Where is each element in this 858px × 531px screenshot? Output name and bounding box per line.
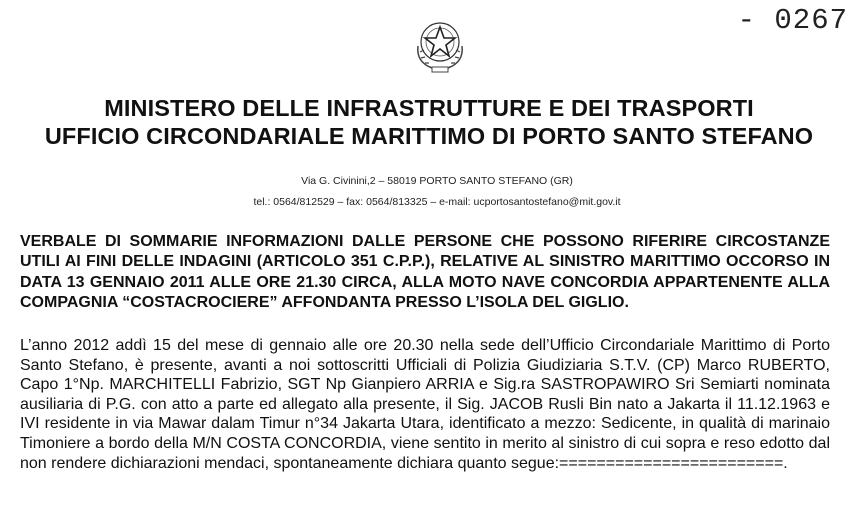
office-address: Via G. Civinini,2 – 58019 PORTO SANTO STEFANO (GR) [301, 175, 573, 187]
document-body: L’anno 2012 addì 15 del mese di gennaio alle ore 20.30 nella sede dell’Ufficio Circondariale Marittimo di Porto Santo Stefano, è presente, avanti a noi sottoscritti Ufficiali di Polizia Giudiziaria S.T.V. (CP) Marco RUBERTO, Capo 1°Np. MARCHITELLI Fabrizio, SGT Np Gianpiero ARRIA e Sig.ra SASTROPAWIRO Sri Semiarti nominata ausiliaria di P.G. con atto a parte ed allegato alla presente, il Sig. JACOB Rusli Bin nato a Jakarta il 11.12.1963 e IVI residente in via Mawar dalam Timur n°34 Jakarta Utara, identificato a mezzo: Sedicente, in qualità di marinaio Timoniere a bordo della M/N COSTA CONCORDIA, viene sentito in merito al sinistro di cui sopra e reso edotto dal non rendere dichiarazioni mendaci, spontaneamente dichiara quanto segue:========================. [20, 337, 830, 472]
page-number: - 0267 [737, 4, 848, 37]
document-subject: VERBALE DI SOMMARIE INFORMAZIONI DALLE PERSONE CHE POSSONO RIFERIRE CIRCOSTANZE UTILI AI FINI DELLE INDAGINI (ARTICOLO 351 C.P.P.), RELATIVE AL SINISTRO MARITTIMO OCCORSO IN DATA 13 GENNAIO 2011 ALLE ORE 21.30 CIRCA, ALLA MOTO NAVE CONCORDIA APPARTENENTE ALLA COMPAGNIA “COSTACROCIERE” AFFONDANTA PRESSO L’ISOLA DEL GIGLIO. [20, 233, 830, 312]
office-title: UFFICIO CIRCONDARIALE MARITTIMO DI PORTO SANTO STEFANO [44, 123, 814, 149]
italian-republic-emblem-icon [410, 14, 470, 76]
office-contacts: tel.: 0564/812529 – fax: 0564/813325 – e-mail: ucportosantostefano@mit.gov.it [253, 196, 621, 208]
ministry-title: MINISTERO DELLE INFRASTRUTTURE E DEI TRASPORTI [104, 95, 754, 121]
